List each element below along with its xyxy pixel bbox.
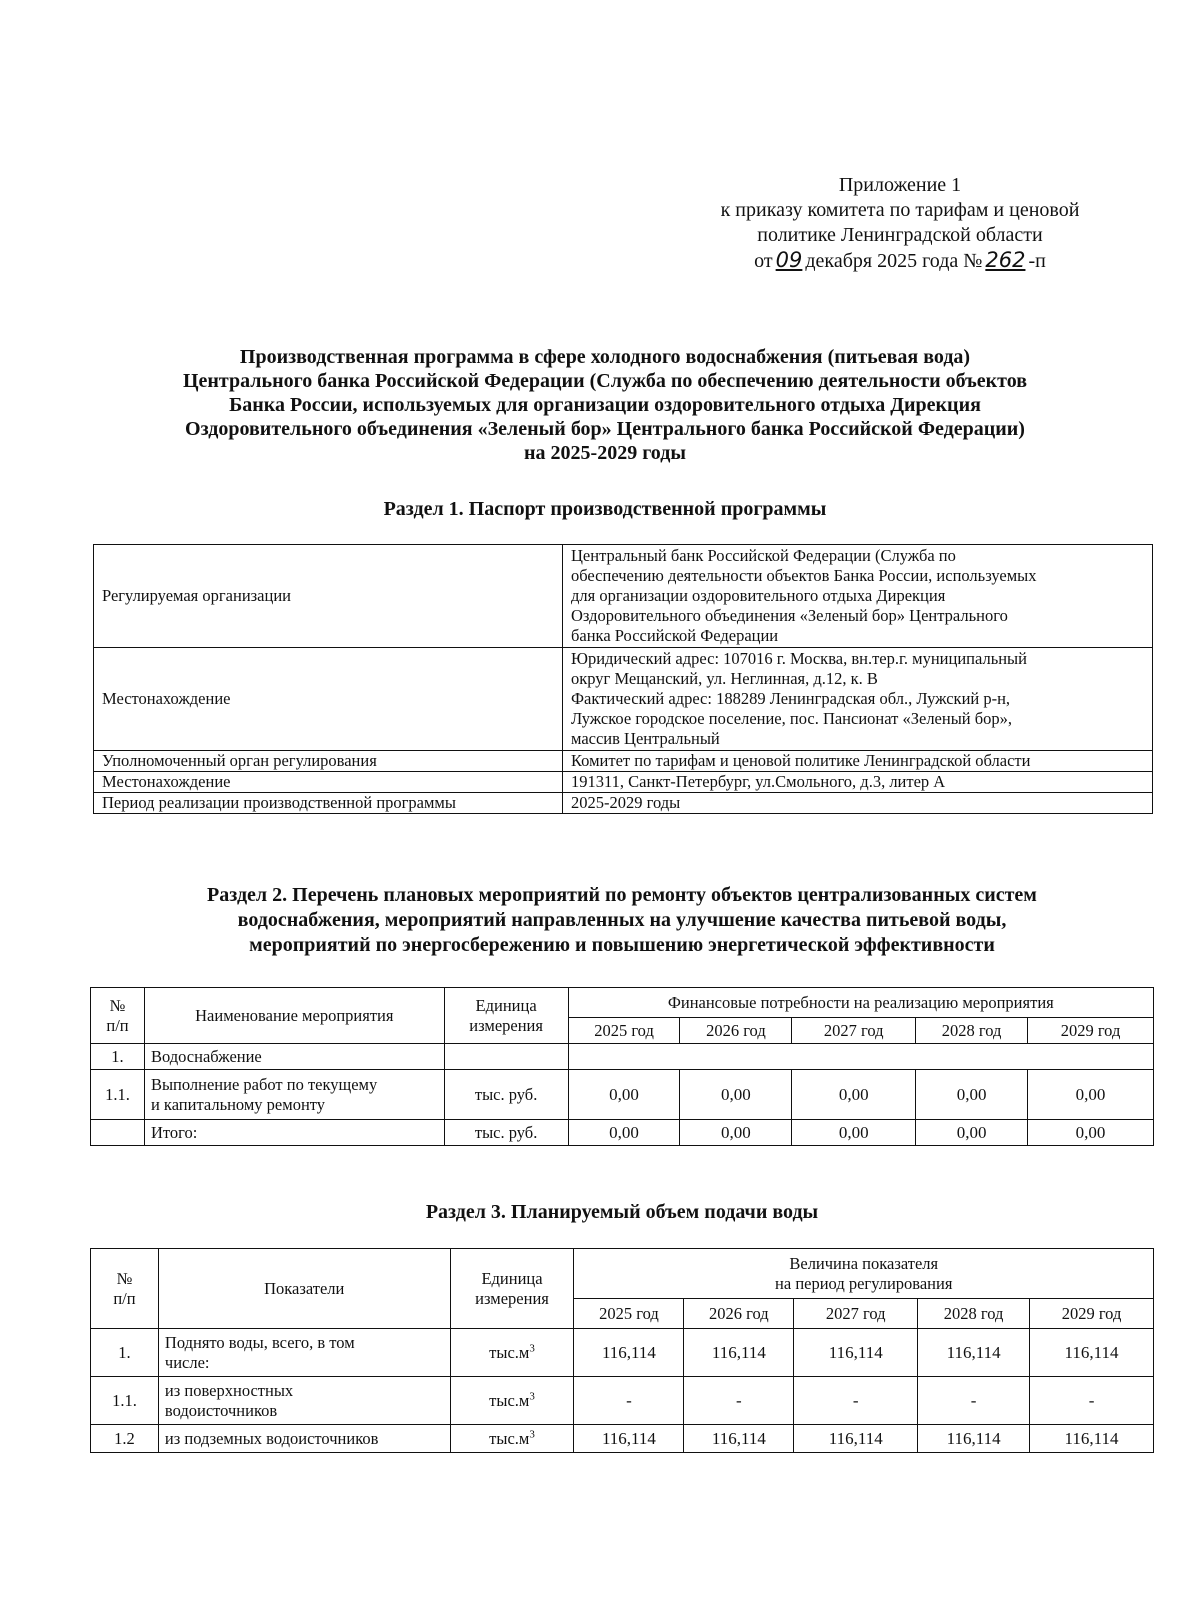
section-1-title: Раздел 1. Паспорт производственной программы bbox=[383, 498, 827, 520]
header-row bbox=[91, 988, 1154, 1018]
section-3-title: Раздел 3. Планируемый объем подачи воды bbox=[425, 1201, 819, 1223]
cell-num: 1.1. bbox=[91, 1070, 145, 1120]
cell-value: 0,00 bbox=[1028, 1120, 1154, 1146]
row-value bbox=[563, 545, 1153, 648]
header-year: 2029 год bbox=[1030, 1299, 1154, 1329]
cell-value: 0,00 bbox=[792, 1120, 916, 1146]
cell-name bbox=[144, 1070, 444, 1120]
cell-value: 116,114 bbox=[918, 1425, 1030, 1453]
cell-num: 1.1. bbox=[91, 1377, 159, 1425]
header-unit bbox=[450, 1249, 574, 1329]
unit-base: тыс.м bbox=[489, 1390, 530, 1410]
header-year: 2028 год bbox=[918, 1299, 1030, 1329]
row-value bbox=[563, 648, 1153, 751]
unit-sup: 3 bbox=[529, 1342, 535, 1354]
header-text: измерения bbox=[469, 1015, 543, 1035]
cell-value: 0,00 bbox=[568, 1070, 680, 1120]
value-line: массив Центральный bbox=[571, 729, 720, 748]
row-value: 191311, Санкт-Петербург, ул.Смольного, д.3, литер А bbox=[563, 772, 1153, 793]
header-text: Величина показателя bbox=[789, 1253, 939, 1273]
cell-unit: тыс. руб. bbox=[444, 1120, 568, 1146]
cell-unit bbox=[450, 1329, 574, 1377]
date-middle: декабря 2025 года № bbox=[805, 250, 983, 272]
header-text: № bbox=[109, 995, 126, 1015]
appendix-header bbox=[680, 173, 1120, 274]
cell-value: 116,114 bbox=[794, 1329, 918, 1377]
value-line: обеспечению деятельности объектов Банка России, используемых bbox=[571, 566, 1037, 585]
table-row bbox=[91, 1329, 1154, 1377]
cell-num bbox=[91, 1120, 145, 1146]
row-label: Регулируемая организации bbox=[94, 545, 563, 648]
unit-sup: 3 bbox=[529, 1428, 535, 1440]
cell-name-line: числе: bbox=[164, 1352, 210, 1372]
value-line: Фактический адрес: 188289 Ленинградская обл., Лужский р-н, bbox=[571, 689, 1011, 708]
table-row bbox=[91, 1044, 1154, 1070]
table-row bbox=[94, 793, 1153, 814]
table-row bbox=[91, 1377, 1154, 1425]
cell-value: - bbox=[684, 1377, 794, 1425]
title-line-4: Оздоровительного объединения «Зеленый бор» Центрального банка Российской Федерации) bbox=[185, 418, 1025, 440]
cell-name bbox=[158, 1329, 450, 1377]
cell-name-line: водоисточников bbox=[164, 1400, 278, 1420]
cell-value: 116,114 bbox=[574, 1425, 684, 1453]
title-line-3: Банка России, используемых для организации оздоровительного отдыха Дирекция bbox=[229, 394, 981, 416]
section-2-title bbox=[90, 883, 1154, 958]
header-year: 2025 год bbox=[574, 1299, 684, 1329]
handwritten-day: 09 bbox=[775, 248, 803, 272]
row-label: Местонахождение bbox=[94, 772, 563, 793]
cell-value: 116,114 bbox=[918, 1329, 1030, 1377]
header-text: измерения bbox=[475, 1288, 549, 1308]
table-row bbox=[94, 751, 1153, 772]
cell-value: - bbox=[574, 1377, 684, 1425]
cell-name-line: Выполнение работ по текущему bbox=[150, 1074, 378, 1094]
header-text: п/п bbox=[113, 1288, 136, 1308]
value-line: Центральный банк Российской Федерации (Служба по bbox=[571, 546, 956, 565]
measures-table bbox=[90, 987, 1154, 1146]
passport-table bbox=[93, 544, 1153, 814]
header-finance: Финансовые потребности на реализацию мероприятия bbox=[568, 988, 1153, 1018]
header-year: 2026 год bbox=[680, 1018, 792, 1044]
appendix-line-1: Приложение 1 bbox=[838, 174, 962, 196]
title-line-1: Производственная программа в сфере холодного водоснабжения (питьевая вода) bbox=[239, 346, 971, 368]
cell-name: Итого: bbox=[144, 1120, 444, 1146]
value-line: Оздоровительного объединения «Зеленый бор» Центрального bbox=[571, 606, 1008, 625]
document-title bbox=[90, 345, 1120, 465]
value-line: Юридический адрес: 107016 г. Москва, вн.тер.г. муниципальный bbox=[571, 649, 1027, 668]
header-year: 2027 год bbox=[794, 1299, 918, 1329]
cell-value: 0,00 bbox=[916, 1120, 1028, 1146]
row-value: 2025-2029 годы bbox=[563, 793, 1153, 814]
cell-num: 1. bbox=[91, 1329, 159, 1377]
cell-value: - bbox=[794, 1377, 918, 1425]
header-name: Показатели bbox=[158, 1249, 450, 1329]
order-suffix: -п bbox=[1028, 250, 1046, 272]
header-text: Единица bbox=[475, 995, 537, 1015]
table-row bbox=[91, 1425, 1154, 1453]
cell-value: 0,00 bbox=[568, 1120, 680, 1146]
cell-unit: тыс. руб. bbox=[444, 1070, 568, 1120]
header-row bbox=[91, 1249, 1154, 1299]
header-text: на период регулирования bbox=[775, 1273, 953, 1293]
appendix-date-line bbox=[680, 248, 1120, 274]
value-line: для организации оздоровительного отдыха Дирекция bbox=[571, 586, 946, 605]
section-2-title-line: водоснабжения, мероприятий направленных на улучшение качества питьевой воды, bbox=[237, 909, 1007, 931]
table-row bbox=[91, 1070, 1154, 1120]
cell-value: 0,00 bbox=[916, 1070, 1028, 1120]
water-supply-table bbox=[90, 1248, 1154, 1453]
row-label: Местонахождение bbox=[94, 648, 563, 751]
cell-value: 116,114 bbox=[1030, 1425, 1154, 1453]
unit-base: тыс.м bbox=[489, 1428, 530, 1448]
header-unit bbox=[444, 988, 568, 1044]
row-label: Период реализации производственной программы bbox=[94, 793, 563, 814]
cell-value: - bbox=[1030, 1377, 1154, 1425]
value-line: банка Российской Федерации bbox=[571, 626, 779, 645]
title-line-2: Центрального банка Российской Федерации (Служба по обеспечению деятельности объектов bbox=[182, 370, 1028, 392]
header-year: 2026 год bbox=[684, 1299, 794, 1329]
title-line-5: на 2025-2029 годы bbox=[524, 442, 686, 464]
cell-unit bbox=[444, 1044, 568, 1070]
cell-value: 116,114 bbox=[684, 1425, 794, 1453]
header-text: п/п bbox=[106, 1015, 129, 1035]
header-value bbox=[574, 1249, 1154, 1299]
header-year: 2028 год bbox=[916, 1018, 1028, 1044]
header-name: Наименование мероприятия bbox=[144, 988, 444, 1044]
section-2-title-line: Раздел 2. Перечень плановых мероприятий по ремонту объектов централизованных систем bbox=[207, 884, 1037, 906]
cell-name-line: Поднято воды, всего, в том bbox=[164, 1332, 355, 1352]
table-row bbox=[94, 772, 1153, 793]
cell-value: 0,00 bbox=[1028, 1070, 1154, 1120]
cell-value: 116,114 bbox=[574, 1329, 684, 1377]
header-num bbox=[91, 1249, 159, 1329]
date-prefix: от bbox=[754, 250, 773, 272]
table-row bbox=[94, 648, 1153, 751]
row-value: Комитет по тарифам и ценовой политике Ленинградской области bbox=[563, 751, 1153, 772]
cell-value: - bbox=[918, 1377, 1030, 1425]
cell-name-line: и капитальному ремонту bbox=[150, 1094, 326, 1114]
header-text: № bbox=[116, 1268, 133, 1288]
cell-num: 1. bbox=[91, 1044, 145, 1070]
table-row-total bbox=[91, 1120, 1154, 1146]
cell-value: 0,00 bbox=[680, 1070, 792, 1120]
cell-empty bbox=[568, 1044, 1153, 1070]
cell-name: из подземных водоисточников bbox=[158, 1425, 450, 1453]
cell-name: Водоснабжение bbox=[144, 1044, 444, 1070]
header-text: Единица bbox=[481, 1268, 543, 1288]
cell-value: 116,114 bbox=[684, 1329, 794, 1377]
row-label: Уполномоченный орган регулирования bbox=[94, 751, 563, 772]
handwritten-order-number: 262 bbox=[985, 248, 1026, 272]
cell-name-line: из поверхностных bbox=[164, 1380, 294, 1400]
header-year: 2027 год bbox=[792, 1018, 916, 1044]
unit-base: тыс.м bbox=[489, 1342, 530, 1362]
unit-sup: 3 bbox=[529, 1390, 535, 1402]
header-year: 2025 год bbox=[568, 1018, 680, 1044]
cell-value: 0,00 bbox=[680, 1120, 792, 1146]
header-num bbox=[91, 988, 145, 1044]
appendix-line-2: к приказу комитета по тарифам и ценовой bbox=[720, 199, 1080, 221]
cell-num: 1.2 bbox=[91, 1425, 159, 1453]
value-line: округ Мещанский, ул. Неглинная, д.12, к. В bbox=[571, 669, 878, 688]
table-row bbox=[94, 545, 1153, 648]
cell-value: 0,00 bbox=[792, 1070, 916, 1120]
cell-value: 116,114 bbox=[794, 1425, 918, 1453]
cell-name bbox=[158, 1377, 450, 1425]
cell-unit bbox=[450, 1377, 574, 1425]
cell-value: 116,114 bbox=[1030, 1329, 1154, 1377]
appendix-line-3: политике Ленинградской области bbox=[757, 224, 1043, 246]
section-2-title-line: мероприятий по энергосбережению и повышению энергетической эффективности bbox=[249, 934, 995, 956]
value-line: Лужское городское поселение, пос. Пансионат «Зеленый бор», bbox=[571, 709, 1013, 728]
cell-unit bbox=[450, 1425, 574, 1453]
header-year: 2029 год bbox=[1028, 1018, 1154, 1044]
